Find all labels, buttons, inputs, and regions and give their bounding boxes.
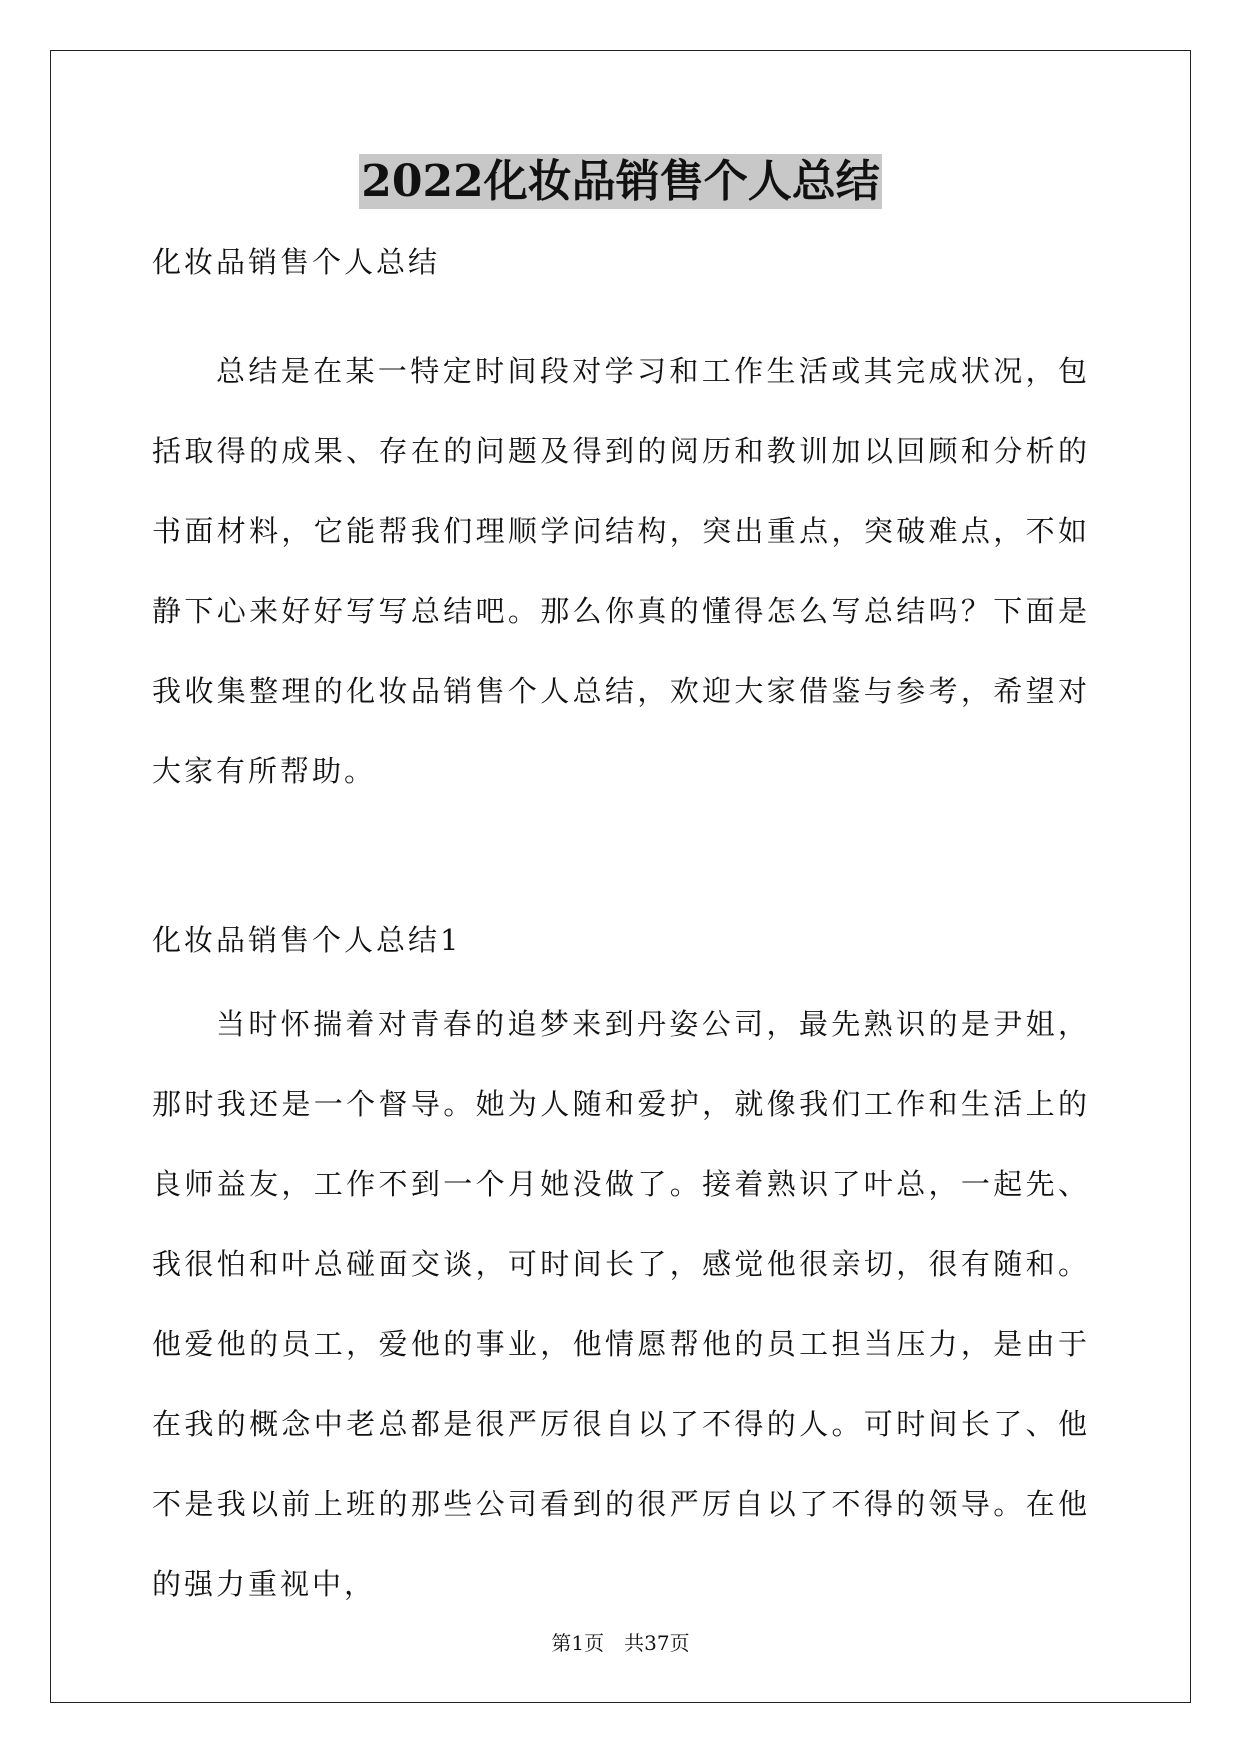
section1-paragraph: 当时怀揣着对青春的追梦来到丹姿公司，最先熟识的是尹姐，那时我还是一个督导。她为人随和爱护，就像我们工作和生活上的良师益友，工作不到一个月她没做了。接着熟识了叶总，一起先、我很怕和叶总碰面交谈，可时间长了，感觉他很亲切，很有随和。他爱他的员工，爱他的事业，他情愿帮他的员工担当压力，是由于在我的概念中老总都是很严厉很自以了不得的人。可时间长了、他不是我以前上班的那些公司看到的很严厉自以了不得的领导。在他的强力重视中， bbox=[152, 1007, 1090, 1601]
intro-heading: 化妆品销售个人总结 bbox=[152, 245, 441, 279]
intro-paragraph: 总结是在某一特定时间段对学习和工作生活或其完成状况，包括取得的成果、存在的问题及得到的阅历和教训加以回顾和分析的书面材料，它能帮我们理顺学问结构，突出重点，突破难点，不如静下心来好好写写总结吧。那么你真的懂得怎么写总结吗？下面是我收集整理的化妆品销售个人总结，欢迎大家借鉴与参考，希望对大家有所帮助。 bbox=[152, 354, 1090, 788]
page-footer: 第1页 共37页 bbox=[551, 1631, 690, 1655]
section1-heading: 化妆品销售个人总结1 bbox=[152, 923, 462, 957]
document-title-text: 2022化妆品销售个人总结 bbox=[361, 156, 880, 207]
document-title bbox=[0, 154, 1241, 210]
